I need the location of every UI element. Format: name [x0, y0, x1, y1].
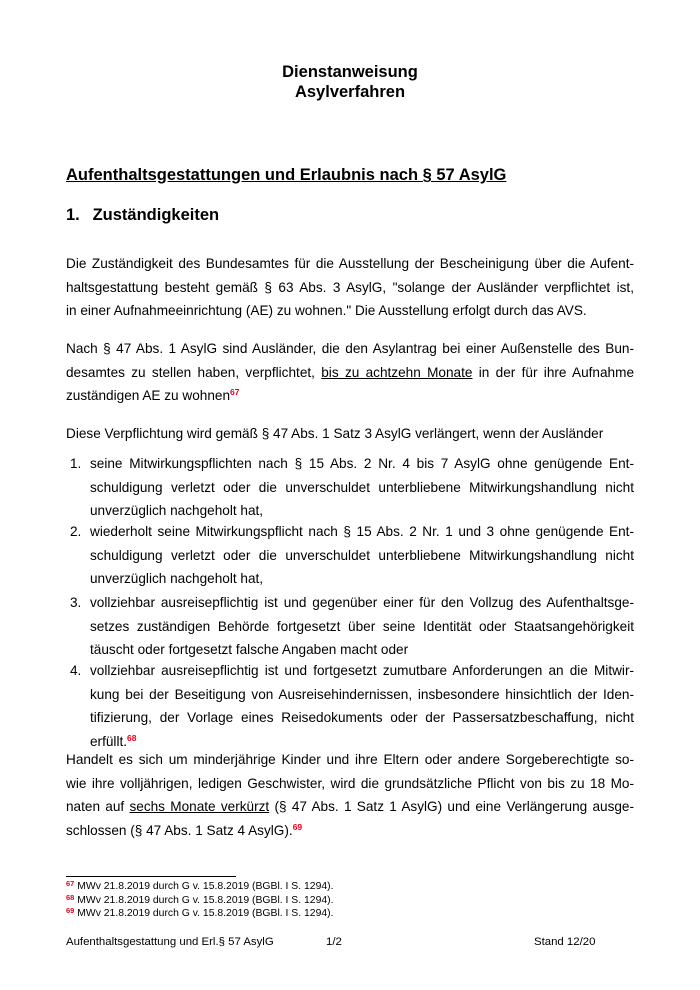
footnote — [66, 907, 333, 921]
paragraph-3 — [66, 422, 634, 446]
list-item-line: wiederholt seine Mitwirkungspflicht nach § 15 Abs. 2 Nr. 1 und 3 ohne genügende Ent- — [90, 524, 634, 539]
footnote-number: 69 — [66, 906, 75, 915]
text-run: schlossen (§ 47 Abs. 1 Satz 4 AsylG). — [66, 822, 293, 838]
list-item-number: 4. — [70, 663, 82, 678]
paragraph-line — [66, 384, 634, 408]
paragraph-line: wie ihre volljährigen, ledigen Geschwister, wird die grundsätzliche Pflicht von bis zu 18 Mo- — [66, 775, 634, 791]
list-item-number: 3. — [70, 595, 82, 610]
paragraph-line — [66, 795, 634, 819]
footnote — [66, 894, 333, 908]
footnote-number: 67 — [66, 879, 75, 888]
subsection-heading — [66, 206, 219, 225]
subsection-title: Zuständigkeiten — [92, 206, 220, 224]
footnote-ref-69[interactable]: 69 — [292, 821, 303, 832]
paragraph-line — [66, 819, 634, 843]
paragraph-line — [66, 361, 634, 385]
paragraph-line: haltsgestattung besteht gemäß § 63 Abs. 3 AsylG, "solange der Ausländer verpflichtet ist, — [66, 279, 634, 295]
text-run: zuständigen AE zu wohnen — [66, 388, 231, 403]
paragraph-line: Die Zuständigkeit des Bundesamtes für die Ausstellung der Bescheinigung über die Aufent- — [66, 256, 634, 271]
footnote-text: MWv 21.8.2019 durch G v. 15.8.2019 (BGBl. I S. 1294). — [74, 881, 334, 892]
list-item-line: seine Mitwirkungspflichten nach § 15 Abs. 2 Nr. 4 bis 7 AsylG ohne genügende Ent- — [90, 456, 634, 471]
footnote-text: MWv 21.8.2019 durch G v. 15.8.2019 (BGBl. I S. 1294). — [74, 894, 334, 906]
document-title-line1: Dienstanweisung — [282, 63, 418, 81]
paragraph-1 — [66, 252, 634, 323]
paragraph-line: Nach § 47 Abs. 1 AsylG sind Ausländer, die den Asylantrag bei einer Außenstelle des Bun- — [66, 341, 634, 356]
text-run: (§ 47 Abs. 1 Satz 1 AsylG) und eine Verlängerung ausge- — [269, 799, 635, 814]
footer-document-title: Aufenthaltsgestattung und Erl.§ 57 AsylG — [66, 936, 274, 948]
document-title-line2: Asylverfahren — [294, 83, 406, 101]
footnote — [66, 880, 333, 894]
underlined-phrase: sechs Monate verkürzt — [129, 799, 270, 814]
text-run: erfüllt. — [90, 733, 128, 749]
list-item-line: setzes zuständigen Behörde fortgesetzt über seine Identität oder Staatsangehörigkeit — [90, 618, 634, 634]
footnote-separator — [66, 876, 236, 877]
footnote-ref-67[interactable]: 67 — [230, 387, 240, 397]
footer-version: Stand 12/20 — [534, 936, 596, 948]
text-run: desamtes zu stellen haben, verpflichtet, — [66, 364, 322, 380]
paragraph-line: Diese Verpflichtung wird gemäß § 47 Abs. 1 Satz 3 AsylG verlängert, wenn der Ausländer — [66, 426, 604, 441]
paragraph-2 — [66, 337, 634, 408]
footnotes — [66, 880, 333, 921]
text-run: in der für ihre Aufnahme — [472, 364, 635, 380]
list-item-line: vollziehbar ausreisepflichtig ist und gegenüber einer für den Vollzug des Aufenthaltsge- — [90, 595, 634, 610]
footnote-text: MWv 21.8.2019 durch G v. 15.8.2019 (BGBl. I S. 1294). — [74, 908, 334, 919]
list-item-line: unverzüglich nachgeholt hat, — [90, 503, 264, 518]
section-title: Aufenthaltsgestattungen und Erlaubnis nach § 57 AsylG — [66, 166, 507, 184]
list-item-number: 2. — [70, 524, 82, 539]
list-item-line: schuldigung verletzt oder die unverschuldet unterbliebene Mitwirkungshandlung nicht — [90, 547, 634, 563]
list-item-line: unverzüglich nachgeholt hat, — [90, 571, 264, 586]
list-item-line: vollziehbar ausreisepflichtig ist und fortgesetzt zumutbare Anforderungen an die Mitwir- — [90, 663, 634, 678]
document-title — [0, 62, 700, 102]
subsection-number: 1. — [66, 206, 80, 224]
footer-page-number: 1/2 — [326, 936, 342, 948]
footnote-ref-68[interactable]: 68 — [127, 732, 137, 743]
paragraph-4 — [66, 748, 634, 842]
paragraph-line: Handelt es sich um minderjährige Kinder und ihre Eltern oder andere Sorgeberechtigte so- — [66, 752, 634, 767]
list-item-line: kung bei der Beseitigung von Ausreisehindernissen, insbesondere hinsichtlich der Iden- — [90, 686, 634, 702]
list-item-line: schuldigung verletzt oder die unverschuldet unterbliebene Mitwirkungshandlung nicht — [90, 479, 634, 495]
list-item-line: tifizierung, der Vorlage eines Reisedokuments oder der Passersatzbeschaffung, nicht — [90, 710, 634, 725]
footnote-number: 68 — [66, 892, 75, 902]
underlined-phrase: bis zu achtzehn Monate — [321, 364, 473, 380]
paragraph-line: in einer Aufnahmeeinrichtung (AE) zu wohnen." Die Ausstellung erfolgt durch das AVS. — [66, 303, 587, 318]
list-item-line: täuscht oder fortgesetzt falsche Angaben macht oder — [90, 642, 409, 657]
text-run: naten auf — [66, 799, 130, 814]
list-item-number: 1. — [70, 456, 82, 471]
